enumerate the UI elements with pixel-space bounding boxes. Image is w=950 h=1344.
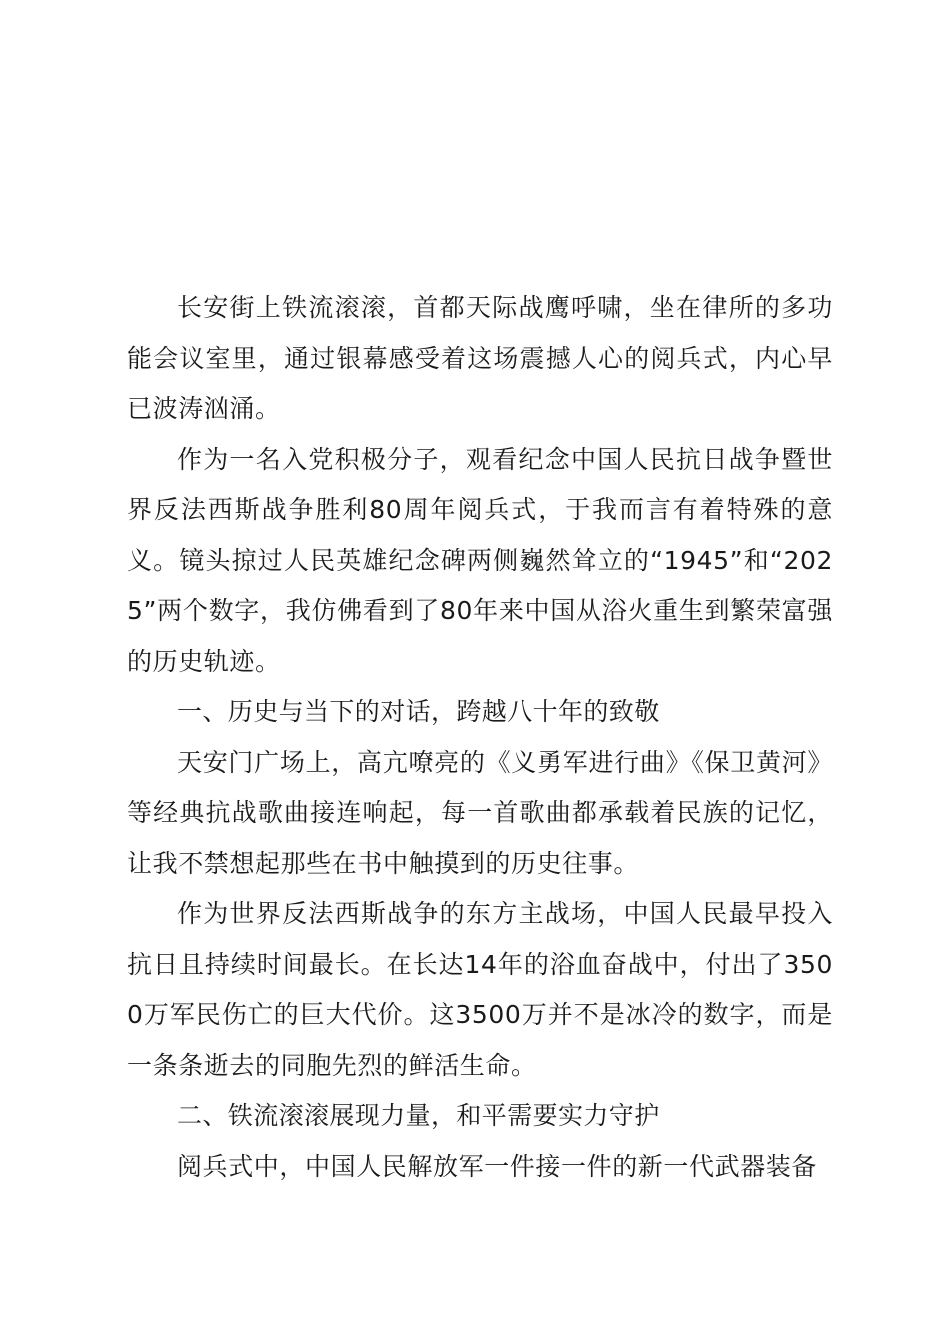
paragraph-battlefield: 作为世界反法西斯战争的东方主战场，中国人民最早投入抗日且持续时间最长。在长达14年的浴血奋战中，付出了3500万军民伤亡的巨大代价。这3500万并不是冰冷的数字，而是一条条逝去的同胞先烈的鲜活生命。 (127, 899, 833, 1080)
paragraph-songs: 天安门广场上，高亢嘹亮的《义勇军进行曲》《保卫黄河》等经典抗战歌曲接连响起，每一首歌曲都承载着民族的记忆，让我不禁想起那些在书中触摸到的历史往事。 (127, 747, 833, 878)
paragraph-significance: 作为一名入党积极分子，观看纪念中国人民抗日战争暨世界反法西斯战争胜利80周年阅兵式，于我而言有着特殊的意义。镜头掠过人民英雄纪念碑两侧巍然耸立的“1945”和“2025”两个数字，我仿佛看到了80年来中国从浴火重生到繁荣富强的历史轨迹。 (127, 444, 833, 676)
section-heading-1: 一、历史与当下的对话，跨越八十年的致敬 (177, 697, 660, 726)
paragraph-intro: 长安街上铁流滚滚，首都天际战鹰呼啸，坐在律所的多功能会议室里，通过银幕感受着这场震撼人心的阅兵式，内心早已波涛汹涌。 (127, 293, 833, 423)
paragraph-parade: 阅兵式中，中国人民解放军一件接一件的新一代武器装备 (177, 1151, 818, 1181)
section-heading-2: 二、铁流滚滚展现力量，和平需要实力守护 (177, 1101, 660, 1130)
document-body (127, 283, 833, 1192)
